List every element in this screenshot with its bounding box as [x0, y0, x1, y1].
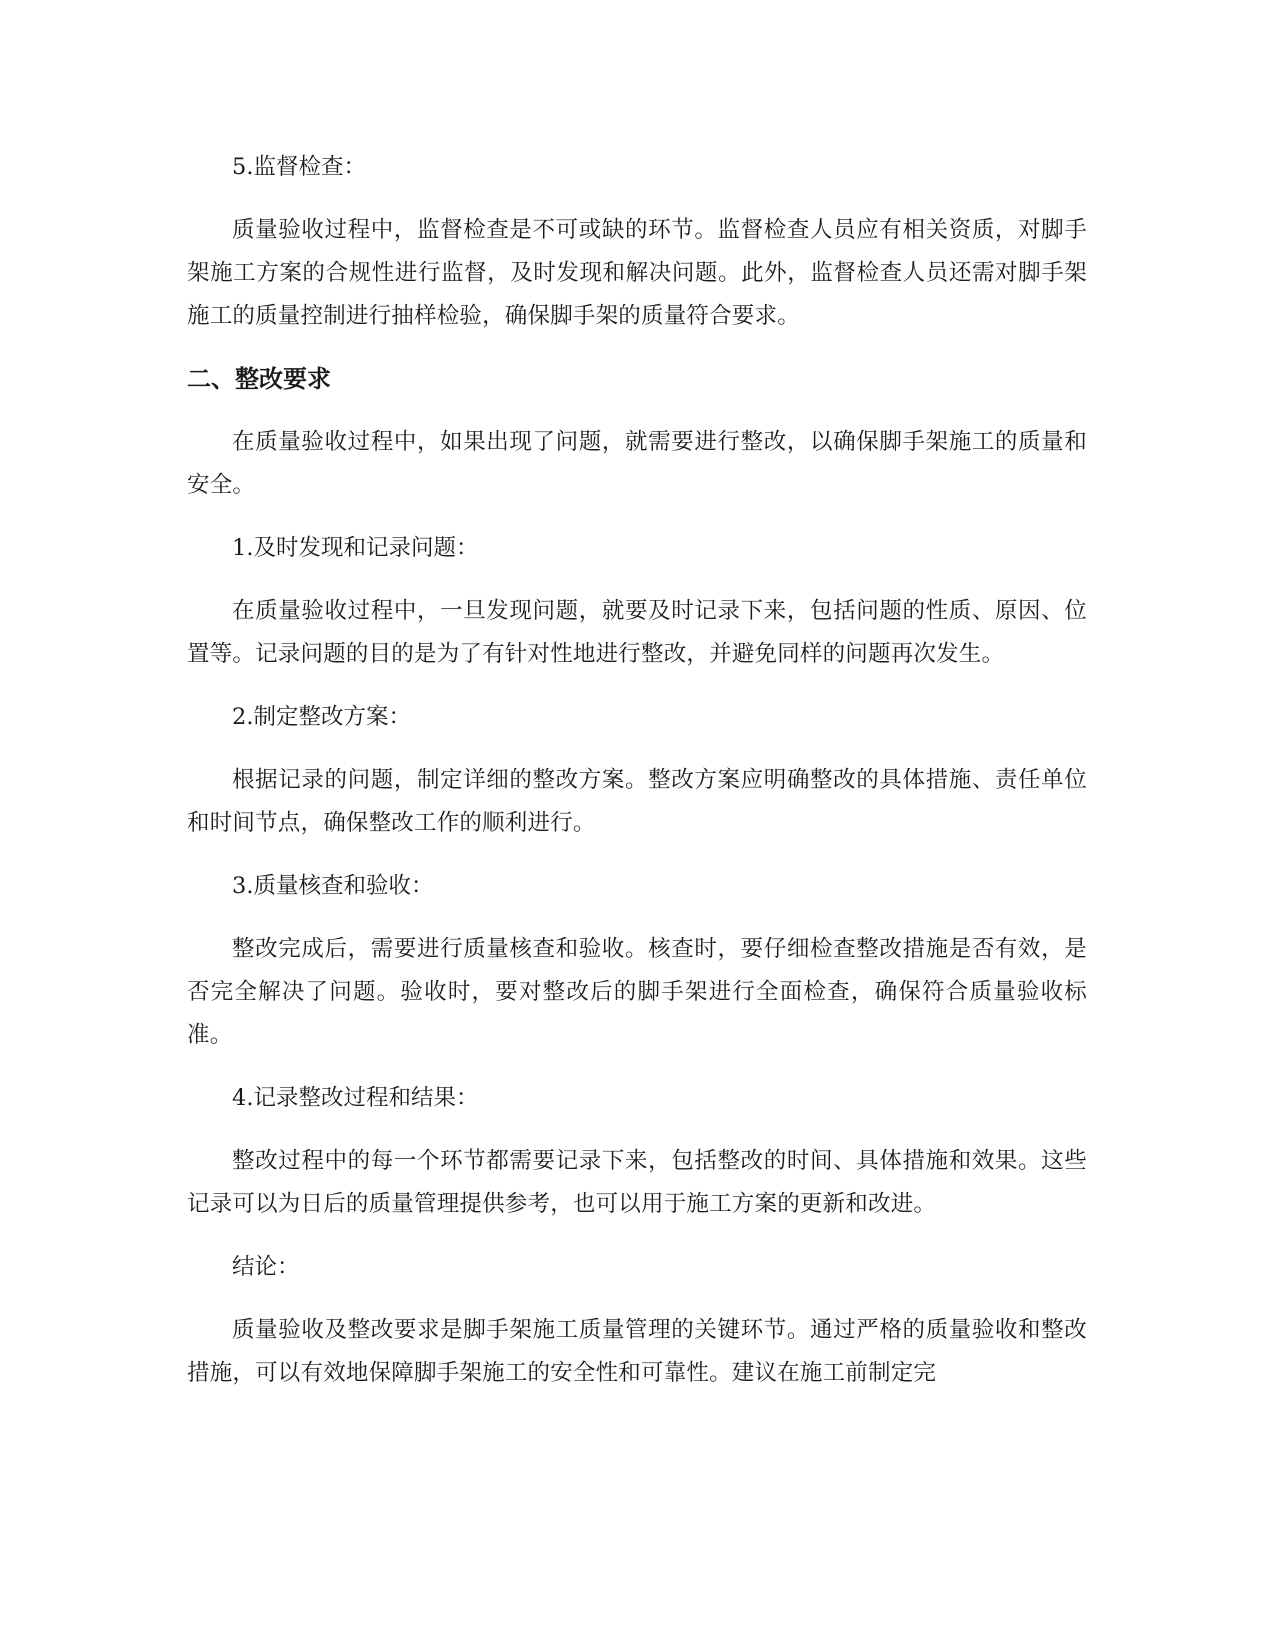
item-1-heading: 1.及时发现和记录问题：	[232, 535, 479, 561]
item-2-body: 根据记录的问题，制定详细的整改方案。整改方案应明确整改的具体措施、责任单位和时间节点，确保整改工作的顺利进行。	[187, 767, 1087, 836]
item-3-body: 整改完成后，需要进行质量核查和验收。核查时，要仔细检查整改措施是否有效，是否完全解决了问题。验收时，要对整改后的脚手架进行全面检查，确保符合质量验收标准。	[187, 936, 1087, 1048]
section-2-heading: 二、整改要求	[187, 365, 331, 393]
item-4-heading: 4.记录整改过程和结果：	[232, 1085, 479, 1111]
conclusion-body: 质量验收及整改要求是脚手架施工质量管理的关键环节。通过严格的质量验收和整改措施，可以有效地保障脚手架施工的安全性和可靠性。建议在施工前制定完	[187, 1317, 1087, 1386]
section-2-intro: 在质量验收过程中，如果出现了问题，就需要进行整改，以确保脚手架施工的质量和安全。	[187, 429, 1087, 498]
document-body	[187, 146, 1087, 1415]
item-1-body: 在质量验收过程中，一旦发现问题，就要及时记录下来，包括问题的性质、原因、位置等。记录问题的目的是为了有针对性地进行整改，并避免同样的问题再次发生。	[187, 598, 1087, 667]
item-3-heading: 3.质量核查和验收：	[232, 873, 434, 899]
item-2-heading: 2.制定整改方案：	[232, 704, 411, 730]
item-5-supervision-body: 质量验收过程中，监督检查是不可或缺的环节。监督检查人员应有相关资质，对脚手架施工方案的合规性进行监督，及时发现和解决问题。此外，监督检查人员还需对脚手架施工的质量控制进行抽样检验，确保脚手架的质量符合要求。	[187, 217, 1087, 329]
item-4-body: 整改过程中的每一个环节都需要记录下来，包括整改的时间、具体措施和效果。这些记录可以为日后的质量管理提供参考，也可以用于施工方案的更新和改进。	[187, 1148, 1087, 1217]
item-5-supervision-heading: 5.监督检查：	[232, 154, 366, 180]
conclusion-heading: 结论：	[232, 1254, 300, 1280]
